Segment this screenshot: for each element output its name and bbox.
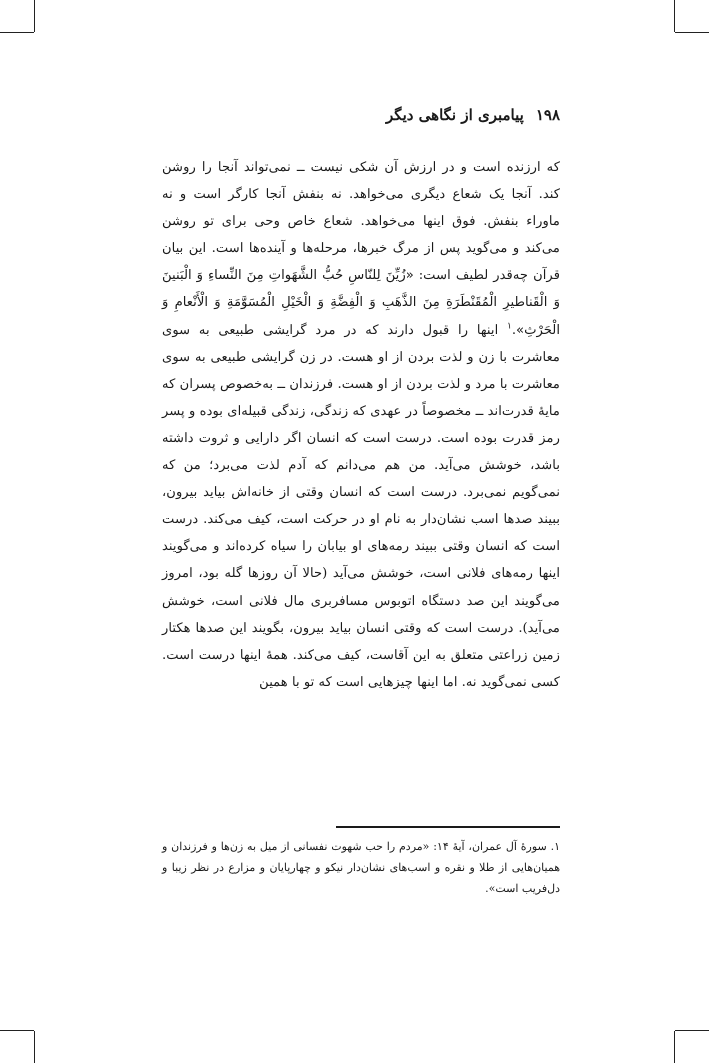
paragraph [162, 154, 560, 696]
running-header [162, 100, 560, 140]
crop-mark-bottom-left-horizontal [0, 1030, 34, 1031]
crop-mark-bottom-right-horizontal [675, 1030, 709, 1031]
footnote-reference[interactable]: ۱ [507, 321, 512, 332]
footnote-separator [336, 826, 560, 828]
footnote: ۱. سورهٔ آل عمران، آیهٔ ۱۴: «مردم را حب شهوت نفسانی از میل به زن‌ها و فرزندان و همیان‌هایی از طلا و نقره و اسب‌های نشان‌دار نیکو و چهارپایان و مزارع در نظر زیبا و دل‌فریب است». [162, 840, 560, 895]
crop-mark-bottom-left-vertical [34, 1031, 35, 1063]
quran-verse: «زُیِّنَ لِلنّاسِ حُبُّ الشَّهَواتِ مِنَ النِّساءِ وَ الْبَنینَ وَ الْقَناطیرِ الْمُقَنْطَرَةِ مِنَ الذَّهَبِ وَ الْفِضَّةِ وَ الْخَیْلِ الْمُسَوَّمَةِ وَ الْأَنْعامِ وَ الْحَرْثِ». [162, 268, 560, 338]
crop-mark-bottom-right-vertical [674, 1031, 675, 1063]
page-number: ۱۹۸ [535, 106, 560, 124]
text-after-verse: اینها را قبول دارند که در مرد گرایشی طبیعی به سوی معاشرت با زن و لذت بردن از او هست. در زن گرایشی طبیعی به سوی معاشرت با مرد و لذت بردن از او هست. فرزندان ــ به‌خصوص پسران که مایهٔ قدرت‌اند ــ مخصوصاً در عهدی که زندگی، زندگی قبیله‌ای بوده و پسر رمز قدرت بوده است. درست است که انسان اگر دارایی و ثروت داشته باشد، خوشش می‌آید. من هم می‌دانم که آدم لذت می‌برد؛ من که نمی‌گویم نمی‌برد. درست است که انسان وقتی از خانه‌اش بیاید بیرون، ببیند صدها اسب نشان‌دار به نام او در حرکت است، کیف می‌کند. درست است که انسان وقتی ببیند رمه‌های او بیابان را سیاه کرده‌اند و می‌گویند اینها رمه‌های فلانی است، خوشش می‌آید (حالا آن روزها گله بود، امروز می‌گویند این صد دستگاه اتوبوس مسافربری مال فلانی است، خوشش می‌آید). درست است که وقتی انسان بیاید بیرون، بگویند این صدها هکتار زمین زراعتی متعلق به این آقاست، کیف می‌کند. همهٔ اینها درست است. کسی نمی‌گوید نه. اما اینها چیزهایی است که تو با همین [162, 322, 560, 690]
body-text [162, 154, 560, 696]
text-before-verse: که ارزنده است و در ارزش آن شکی نیست ــ نمی‌تواند آنجا را روشن کند. آنجا یک شعاع دیگری می‌خواهد. نه بنفش آنجا کارگر است و نه ماوراء بنفش. فوق اینها می‌خواهد. شعاع خاص وحی برای تو روشن می‌کند و می‌گوید پس از مرگ خبرها، مرحله‌ها و آینده‌ها است. این بیان قرآن چه‌قدر لطیف است: [162, 160, 560, 284]
crop-mark-top-left-horizontal [0, 32, 34, 33]
crop-mark-top-right-horizontal [675, 32, 709, 33]
book-page [162, 100, 560, 696]
crop-mark-top-right-vertical [674, 0, 675, 32]
running-title: پیامبری از نگاهی دیگر [386, 106, 524, 124]
crop-mark-top-left-vertical [34, 0, 35, 32]
